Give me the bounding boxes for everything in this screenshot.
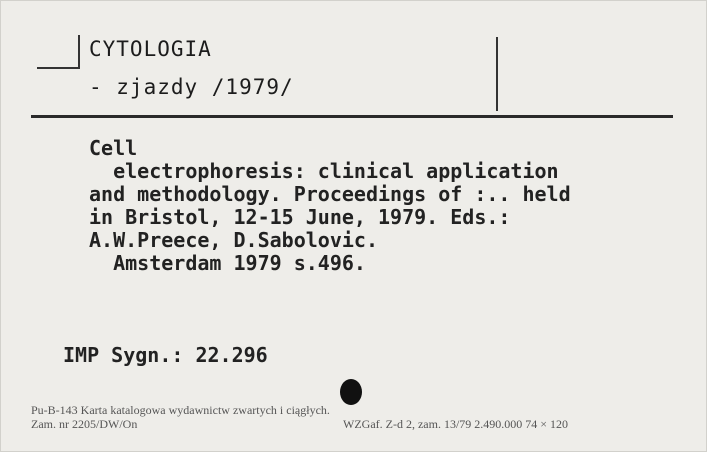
bibliographic-entry <box>89 137 571 275</box>
call-number: IMP Sygn.: 22.296 <box>63 343 268 367</box>
entry-line-4: in Bristol, 12-15 June, 1979. Eds.: <box>89 205 511 229</box>
index-tab-mark-horizontal <box>37 67 80 69</box>
footer-form-title: Pu-B-143 Karta katalogowa wydawnictw zwartych i ciągłych. <box>31 403 330 417</box>
index-tab-mark-vertical <box>78 35 80 69</box>
entry-line-3: and methodology. Proceedings of :.. held <box>89 182 571 206</box>
footer-order-number: Zam. nr 2205/DW/On <box>31 417 138 431</box>
subject-subheading: - zjazdy /1979/ <box>89 75 294 99</box>
subject-heading: CYTOLOGIA <box>89 37 212 61</box>
footer-printer-info: WZGaf. Z-d 2, zam. 13/79 2.490.000 74 × 120 <box>343 417 569 431</box>
entry-line-title: Cell <box>89 136 138 160</box>
entry-line-5: A.W.Preece, D.Sabolovic. <box>89 228 378 252</box>
entry-line-6: Amsterdam 1979 s.496. <box>89 251 366 275</box>
card-footer <box>31 403 691 431</box>
punch-hole <box>340 379 362 405</box>
entry-line-2: electrophoresis: clinical application <box>89 159 559 183</box>
header-rule <box>31 115 673 118</box>
heading-divider <box>496 37 498 111</box>
